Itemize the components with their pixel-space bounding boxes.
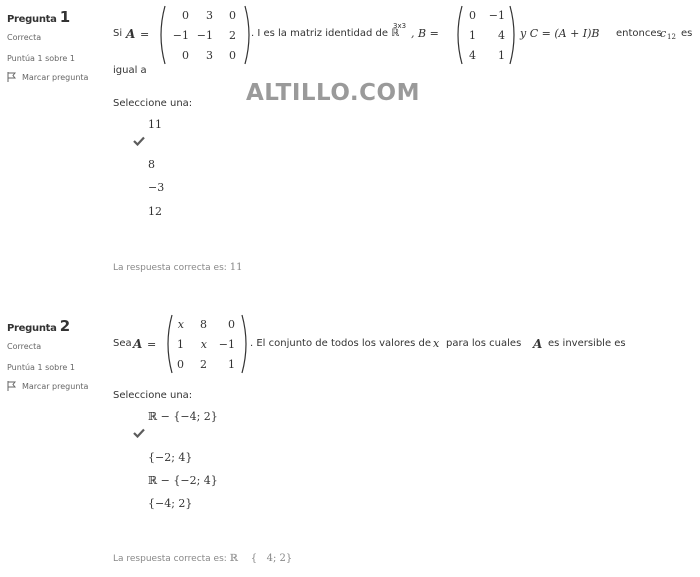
question-text-1: [113, 28, 122, 39]
flag-label: Marcar pregunta: [22, 381, 89, 391]
right-paren: [240, 314, 250, 374]
flag-question-link[interactable]: [7, 381, 102, 391]
matrix-cell: 0: [229, 49, 236, 62]
question-number-value: 1: [59, 8, 70, 26]
var-a2: A: [533, 337, 543, 351]
matrix-cell: 0: [182, 9, 189, 22]
correct-answer-value: 11: [229, 262, 243, 273]
var-a: A: [133, 337, 143, 351]
matrix-cell: 0: [228, 318, 235, 331]
answer-option-4[interactable]: 12: [148, 205, 162, 218]
matrix-cell: 4: [498, 29, 505, 42]
select-label: Seleccione una:: [113, 98, 193, 109]
var-x: x: [433, 337, 440, 350]
question-text-2: [113, 338, 132, 349]
prompt-mid3: y C = (A + I)B: [520, 27, 600, 40]
matrix-a: [164, 316, 250, 374]
flag-label: Marcar pregunta: [22, 72, 89, 82]
watermark: ALTILLO.COM: [246, 80, 420, 106]
matrix-cell: −1: [488, 9, 505, 22]
matrix-cell: 8: [200, 318, 207, 331]
equals-sign: =: [147, 338, 157, 351]
question-score: Puntúa 1 sobre 1: [7, 54, 75, 63]
question-number: [7, 317, 102, 335]
prompt-mid1: . I es la matriz identidad de ℝ: [251, 28, 400, 39]
matrix-cell: 1: [469, 29, 476, 42]
answer-option-1[interactable]: 11: [148, 118, 162, 131]
answer-option-1[interactable]: ℝ − {−4; 2}: [148, 410, 218, 423]
question-info-1: [7, 8, 102, 82]
check-icon: [133, 136, 145, 146]
matrix-cell: 2: [200, 358, 207, 371]
flag-icon: [7, 72, 16, 82]
question-score: Puntúa 1 sobre 1: [7, 363, 75, 372]
prompt-end: es inversible es: [548, 338, 626, 349]
question-status: Correcta: [7, 33, 42, 42]
prompt-mid2: , B =: [411, 27, 439, 40]
flag-icon: [7, 381, 16, 391]
matrix-b: [454, 7, 518, 65]
matrix-cell: x: [200, 338, 207, 351]
right-paren: [508, 5, 518, 65]
prompt-mid4: entonces: [616, 28, 662, 39]
c-subscript: 12: [667, 33, 676, 41]
matrix-cell: 1: [228, 358, 235, 371]
matrix-a: [157, 7, 253, 65]
matrix-cell: x: [177, 318, 184, 331]
answer-option-2[interactable]: {−2; 4}: [148, 451, 193, 464]
prompt-end: es: [681, 28, 693, 39]
prompt-mid1: . El conjunto de todos los valores de: [250, 338, 431, 349]
question-number: [7, 8, 102, 26]
prompt-mid2: para los cuales: [446, 338, 522, 349]
correct-answer-label: La respuesta correcta es:: [113, 263, 227, 273]
matrix-cell: 0: [177, 358, 184, 371]
answer-option-3[interactable]: −3: [148, 181, 165, 194]
prompt-prefix: Sea: [113, 338, 132, 349]
matrix-cell: 0: [229, 9, 236, 22]
correct-answer-value: ℝ { 4; 2}: [229, 553, 293, 564]
flag-question-link[interactable]: [7, 72, 102, 82]
left-paren: [157, 5, 167, 65]
matrix-cell: 3: [206, 49, 213, 62]
select-label: Seleccione una:: [113, 390, 193, 401]
question-number-value: 2: [59, 317, 70, 335]
answer-option-2[interactable]: 8: [148, 158, 155, 171]
equals-sign: =: [140, 28, 150, 41]
matrix-cell: 4: [469, 49, 476, 62]
question-label: Pregunta: [7, 323, 57, 334]
question-status: Correcta: [7, 342, 42, 351]
answer-option-3[interactable]: ℝ − {−2; 4}: [148, 474, 218, 487]
matrix-cell: 0: [469, 9, 476, 22]
question-label: Pregunta: [7, 14, 57, 25]
correct-answer: [113, 262, 242, 273]
var-a: A: [126, 27, 136, 41]
matrix-cell: −1: [172, 29, 189, 42]
prompt-prefix: Si: [113, 28, 123, 39]
matrix-cell: 1: [177, 338, 184, 351]
check-icon: [133, 428, 145, 438]
superscript: 3x3: [393, 22, 407, 30]
matrix-cell: 2: [229, 29, 236, 42]
answer-option-4[interactable]: {−4; 2}: [148, 497, 193, 510]
matrix-cell: 3: [206, 9, 213, 22]
matrix-cell: 0: [182, 49, 189, 62]
matrix-cell: −1: [196, 29, 213, 42]
prompt-line2: igual a: [113, 65, 147, 76]
matrix-cell: 1: [498, 49, 505, 62]
c-label: c: [660, 27, 667, 40]
correct-answer: [113, 553, 292, 564]
matrix-cell: −1: [218, 338, 235, 351]
correct-answer-label: La respuesta correcta es:: [113, 554, 227, 564]
question-info-2: [7, 317, 102, 391]
